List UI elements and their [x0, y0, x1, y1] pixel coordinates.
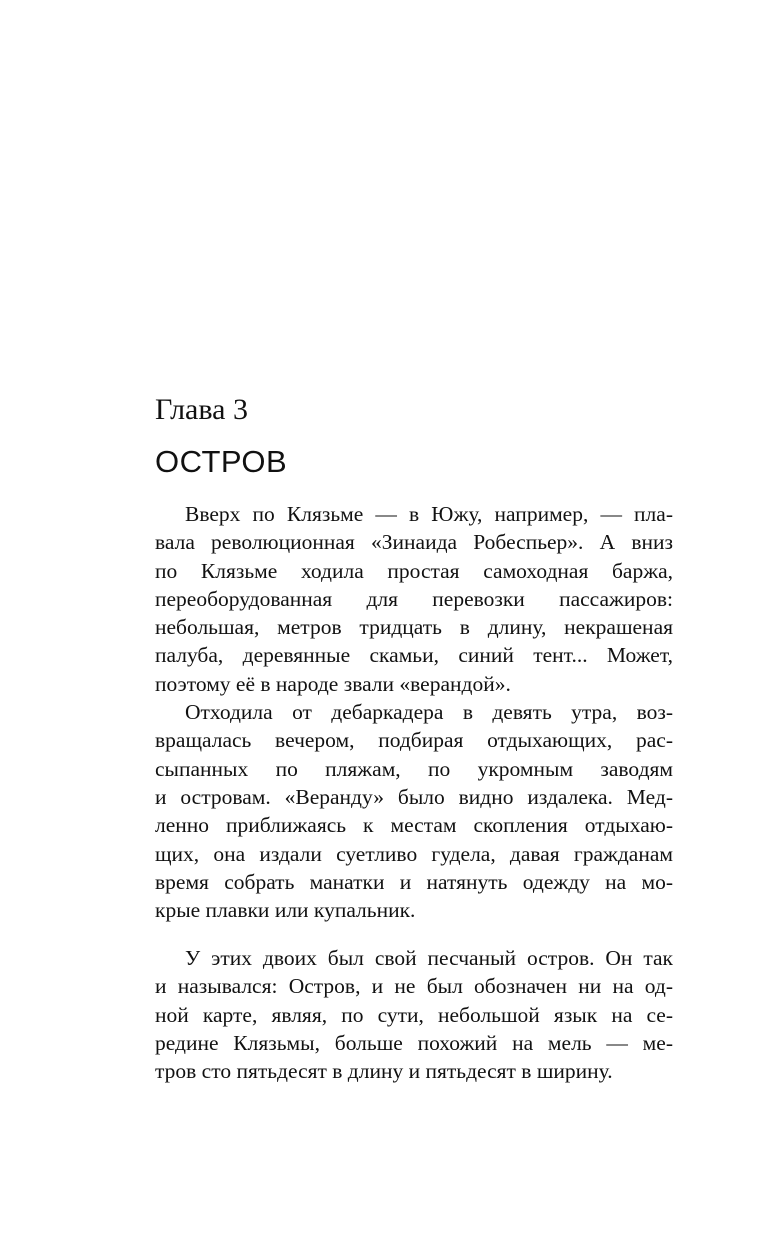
text-line: крые плавки или купальник. — [155, 898, 416, 923]
text-line: поэтому её в народе звали «верандой». — [155, 671, 511, 696]
text-line: сыпанных по пляжам, по укромным заводям — [155, 756, 673, 781]
text-line: редине Клязьмы, больше похожий на мель — ме- — [155, 1030, 673, 1055]
paragraph — [155, 698, 673, 924]
text-line: вала революционная «Зинаида Робеспьер». А вниз — [155, 530, 673, 555]
paragraph — [155, 500, 673, 698]
text-line: и островам. «Веранду» было видно издалека. Мед- — [155, 784, 673, 809]
text-line: Вверх по Клязьме — в Южу, например, — пла- — [185, 502, 673, 526]
text-line: Отходила от дебаркадера в девять утра, воз- — [185, 700, 673, 725]
text-line: тров сто пятьдесят в длину и пятьдесят в ширину. — [155, 1059, 613, 1084]
text-line: переоборудованная для перевозки пассажиров: — [155, 586, 673, 611]
chapter-title: ОСТРОВ — [155, 444, 288, 479]
text-line: вращалась вечером, подбирая отдыхающих, рас- — [155, 728, 673, 753]
text-line: У этих двоих был свой песчаный остров. Он так — [185, 946, 673, 970]
text-section-2 — [155, 944, 673, 1085]
paragraph — [155, 944, 673, 1085]
book-page — [155, 0, 673, 1240]
text-line: ной карте, являя, по сути, небольшой язык на се- — [155, 1002, 673, 1027]
text-line: щих, она издали суетливо гудела, давая гражданам — [155, 841, 673, 866]
text-line: по Клязьме ходила простая самоходная баржа, — [155, 558, 673, 583]
text-line: палуба, деревянные скамьи, синий тент... Может, — [155, 643, 673, 668]
text-line: время собрать манатки и натянуть одежду на мо- — [155, 869, 673, 894]
chapter-number: Глава 3 — [155, 393, 248, 426]
text-section-1 — [155, 500, 673, 924]
text-line: и назывался: Остров, и не был обозначен ни на од- — [155, 974, 673, 999]
text-line: небольшая, метров тридцать в длину, некрашеная — [155, 615, 673, 640]
text-line: ленно приближаясь к местам скопления отдыхаю- — [155, 813, 673, 838]
